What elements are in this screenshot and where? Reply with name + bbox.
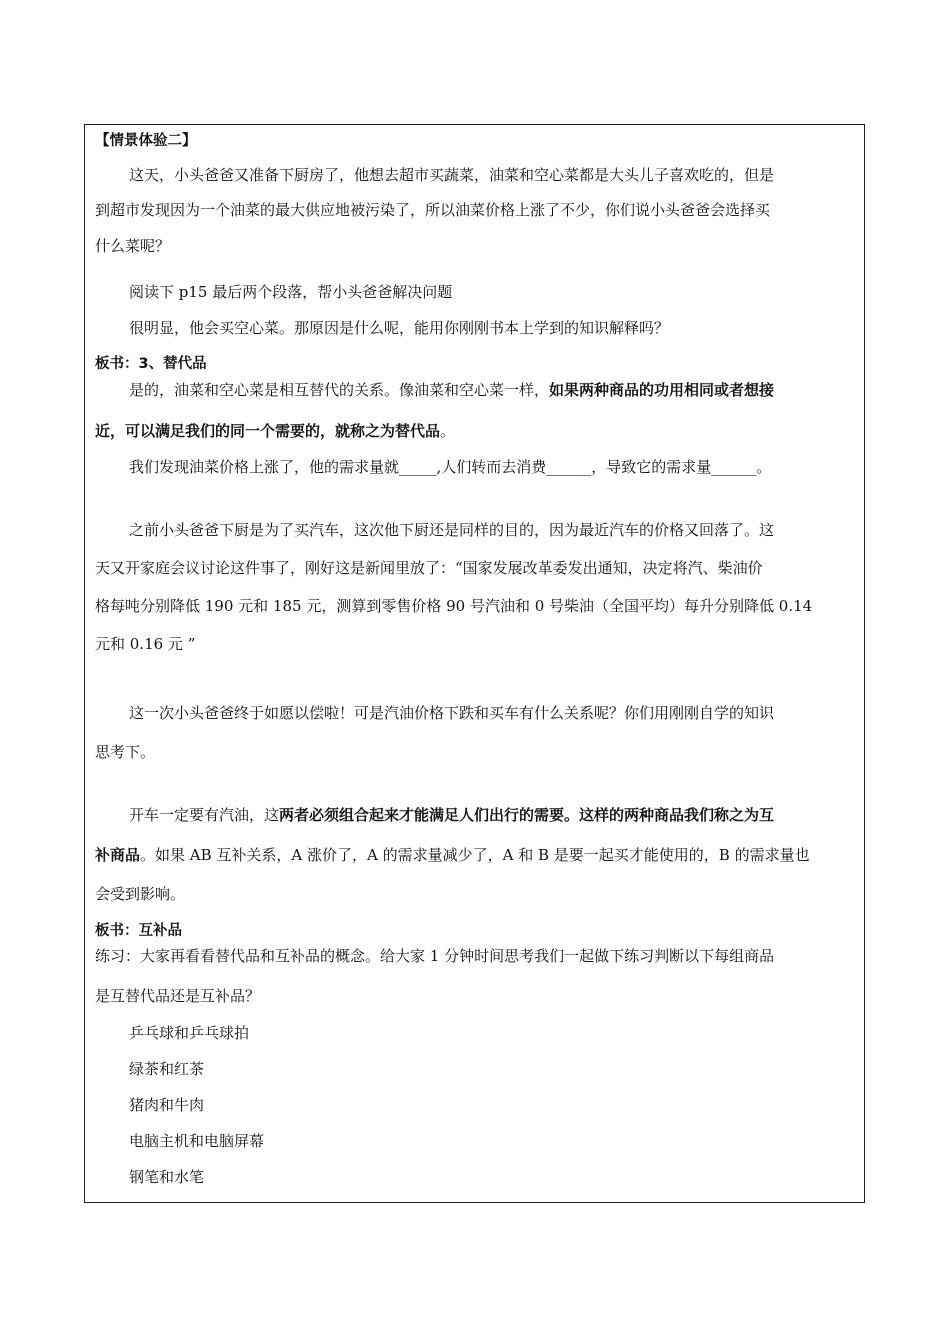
complement-line-2 <box>95 845 854 865</box>
board-note-substitute: 板书：3、替代品 <box>95 356 207 372</box>
substitute-line-2-end: 。 <box>440 422 456 440</box>
exercise-item: 电脑主机和电脑屏幕 <box>129 1132 265 1150</box>
complement-line-2-text: 。如果 AB 互补关系，A 涨价了，A 的需求量减少了，A 和 B 是要一起买才能使用的，B 的需求量也 <box>140 846 810 864</box>
car-line-6: 思考下。 <box>95 743 156 761</box>
substitute-definition-part-1: 如果两种商品的功用相同或者想接 <box>549 381 775 399</box>
car-line-1: 之前小头爸爸下厨是为了买汽车，这次他下厨还是同样的目的，因为最近汽车的价格又回落了。这 <box>129 521 775 539</box>
complement-line-1 <box>129 805 854 825</box>
exercise-line-1: 练习：大家再看看替代品和互补品的概念。给大家 1 分钟时间思考我们一起做下练习判断以下每组商品 <box>95 947 775 965</box>
substitute-fill-blank: 我们发现油菜价格上涨了，他的需求量就_____,人们转而去消费______，导致它的需求量______。 <box>129 458 772 476</box>
scenario-line-2: 到超市发现因为一个油菜的最大供应地被污染了，所以油菜价格上涨了不少，你们说小头爸爸会选择买 <box>95 201 771 219</box>
lesson-plan-box <box>84 124 865 1203</box>
car-line-2: 天又开家庭会议讨论这件事了，刚好这是新闻里放了：“国家发展改革委发出通知，决定将汽、柴油价 <box>95 559 763 577</box>
complement-definition: 两者必须组合起来才能满足人们出行的需要。这样的两种商品我们称之为互 <box>279 806 775 824</box>
complement-term: 补商品 <box>95 846 141 864</box>
exercise-line-2: 是互替代品还是互补品？ <box>95 987 261 1005</box>
scenario-line-1: 这天，小头爸爸又准备下厨房了，他想去超市买蔬菜，油菜和空心菜都是大头儿子喜欢吃的，但是 <box>129 166 775 184</box>
scenario-line-5: 很明显，他会买空心菜。那原因是什么呢，能用你刚刚书本上学到的知识解释吗？ <box>129 319 670 337</box>
exercise-item: 钢笔和水笔 <box>129 1168 205 1186</box>
exercise-item: 猪肉和牛肉 <box>129 1096 205 1114</box>
complement-line-3: 会受到影响。 <box>95 885 186 903</box>
board-note-complement: 板书：互补品 <box>95 923 182 939</box>
substitute-line-1-text: 是的，油菜和空心菜是相互替代的关系。像油菜和空心菜一样， <box>129 381 550 399</box>
exercise-item: 绿茶和红茶 <box>129 1060 205 1078</box>
scenario-line-3: 什么菜呢？ <box>95 237 171 255</box>
substitute-line-2 <box>95 421 854 441</box>
section-title: 【情景体验二】 <box>95 133 197 149</box>
substitute-definition-part-2: 近，可以满足我们的同一个需要的，就称之为替代品 <box>95 422 441 440</box>
substitute-line-1 <box>129 380 854 400</box>
car-line-4: 元和 0.16 元 ” <box>95 635 196 653</box>
complement-line-1-text: 开车一定要有汽油，这 <box>129 806 280 824</box>
scenario-line-4: 阅读下 p15 最后两个段落，帮小头爸爸解决问题 <box>129 283 453 301</box>
car-line-3: 格每吨分别降低 190 元和 185 元，测算到零售价格 90 号汽油和 0 号柴油（全国平均）每升分别降低 0.14 <box>95 597 813 615</box>
exercise-item: 乒乓球和乒乓球拍 <box>129 1024 250 1042</box>
car-line-5: 这一次小头爸爸终于如愿以偿啦！可是汽油价格下跌和买车有什么关系呢？你们用刚刚自学的知识 <box>129 704 775 722</box>
